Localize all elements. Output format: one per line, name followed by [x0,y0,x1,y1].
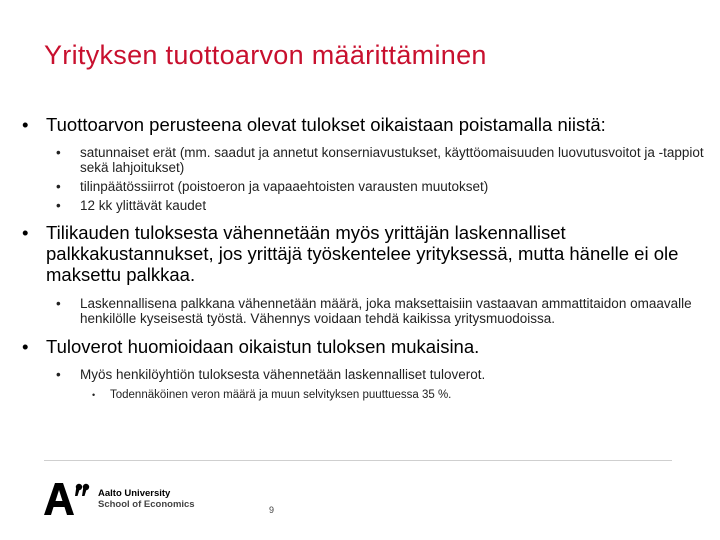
sub-bullet-text: 12 kk ylittävät kaudet [80,198,207,213]
sub-bullet-item [56,198,712,213]
sub-bullet-item [56,367,712,382]
sub-bullet-text: Laskennallisena palkkana vähennetään määrä, joka maksettaisiin vastaavan ammattitaidon omaavalle henkilölle kyseisestä työstä. Vähennys voidaan tehdä kaikissa yritysmuodoissa. [80,296,692,326]
bullet-item [22,114,712,135]
slide-body [22,114,712,402]
bullet-marker: • [22,114,29,135]
bullet-marker: • [22,222,29,243]
footer-divider [44,460,672,461]
sub-bullet-item [56,296,712,326]
sub-bullet-item [56,145,712,175]
logo-wordmark [98,488,195,510]
bullet-text: Tuottoarvon perusteena olevat tulokset oikaistaan poistamalla niistä: [46,114,606,135]
bullet-marker: • [56,367,61,382]
bullet-text: Tilikauden tuloksesta vähennetään myös yrittäjän laskennalliset palkkakustannukset, jos yrittäjä työskentelee yrityksessä, mutta hänelle ei ole maksettu palkkaa. [46,222,679,285]
bullet-marker: • [22,336,29,357]
bullet-marker: • [56,296,61,311]
bullet-text: Tuloverot huomioidaan oikaistun tuloksen mukaisina. [46,336,480,357]
bullet-marker: • [92,390,96,400]
bullet-marker: • [56,145,61,160]
sub-bullet-text: Myös henkilöyhtiön tuloksesta vähennetään laskennalliset tuloverot. [80,367,486,382]
slide-title: Yrityksen tuottoarvon määrittäminen [44,40,487,70]
bullet-item [22,336,712,357]
logo-line-school: School of Economics [98,499,195,510]
logo-line-university: Aalto University [98,488,171,499]
aalto-logo [44,483,195,515]
bullet-item [22,222,712,285]
sub-sub-bullet-item [92,388,712,402]
sub-bullet-text: satunnaiset erät (mm. saadut ja annetut konserniavustukset, käyttöomaisuuden luovutusvoitot ja -tappiot sekä lahjoitukset) [80,145,704,175]
aalto-a-logo-icon [44,483,90,515]
sub-bullet-text: tilinpäätössiirrot (poistoeron ja vapaaehtoisten varausten muutokset) [80,179,489,194]
bullet-marker: • [56,179,61,194]
sub-sub-bullet-text: Todennäköinen veron määrä ja muun selvityksen puuttuessa 35 %. [110,389,452,401]
page-number: 9 [269,505,275,515]
sub-bullet-item [56,179,712,194]
bullet-marker: • [56,198,61,213]
